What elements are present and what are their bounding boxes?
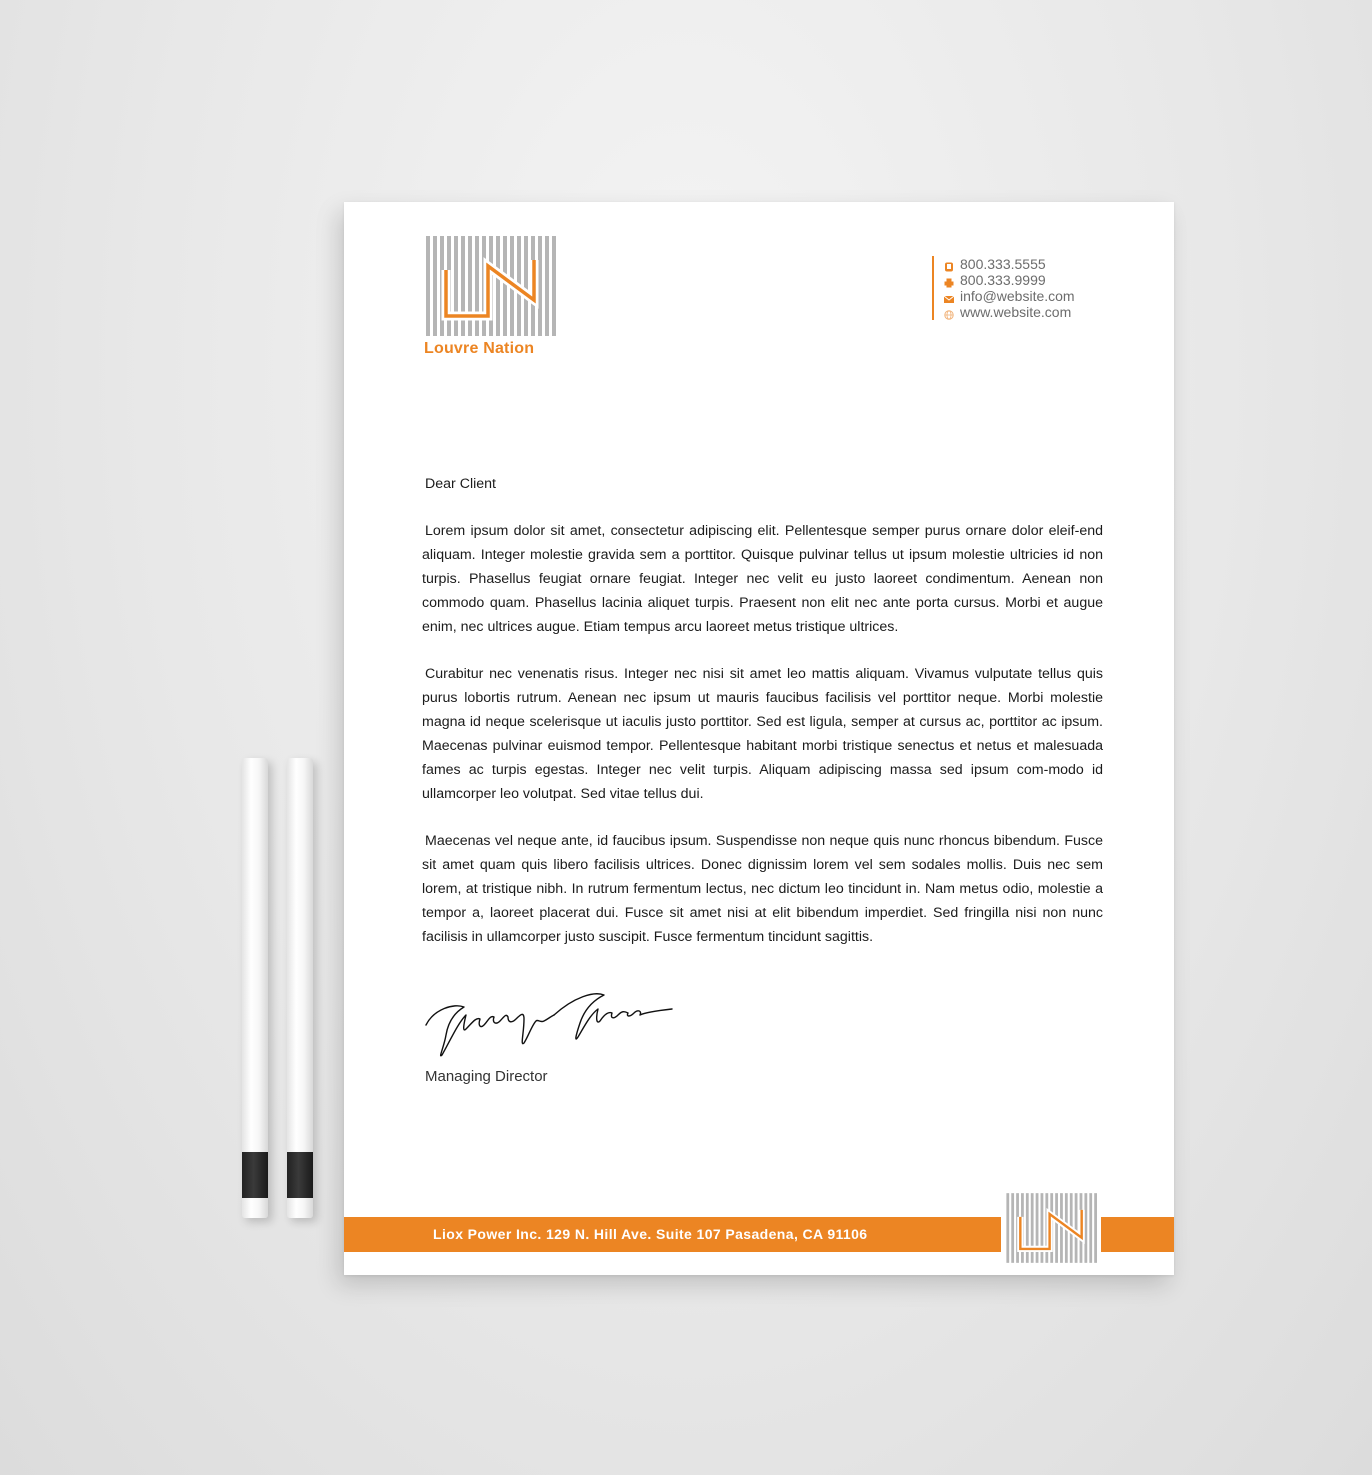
- letterhead-sheet: [344, 202, 1174, 1275]
- letter-paragraph: Curabitur nec venenatis risus. Integer nec nisi sit amet leo mattis aliquam. Vivamus vulputate tellus quis purus lobortis rutrum. Aenean nec ipsum ut mauris faucibus facilisis vel porttitor neque. Morbi molestie magna id neque scelerisque ut iaculis justo porttitor. Sed est ligula, semper at cursus ac, porttitor ac ipsum. Maecenas pulvinar euismod tempor. Pellentesque habitant morbi tristique senectus et netus et malesuada fames ac turpis egestas. Integer nec velit turpis. Aliquam adipiscing massa sed ipsum com-modo id ullamcorper leo volutpat. Sed vitae tellus dui.: [422, 666, 1103, 802]
- pen-band: [287, 1152, 313, 1198]
- contact-text: www.website.com: [960, 304, 1072, 320]
- brand-name: Louvre Nation: [424, 340, 535, 357]
- contact-text: info@website.com: [960, 288, 1075, 304]
- contact-email: [944, 288, 1075, 304]
- signature: [424, 989, 674, 1066]
- footer-address: Liox Power Inc. 129 N. Hill Ave. Suite 107 Pasadena, CA 91106: [433, 1226, 868, 1242]
- footer-logo: [1001, 1192, 1101, 1264]
- letter-paragraph: Lorem ipsum dolor sit amet, consectetur adipiscing elit. Pellentesque semper purus ornare dolor eleif-end aliquam. Integer molestie gravida sem a porttitor. Quisque pulvinar tellus ut ipsum molestie ultricies id non turpis. Phasellus feugiat ornare feugiat. Integer nec velit eu justo laoreet condimentum. Aenean non commodo quam. Phasellus lacinia aliquet turpis. Praesent non elit nec ante porta cursus. Morbi et augue enim, nec ultrices augue. Etiam tempus arcu laoreet metus tristique ultrices.: [422, 523, 1103, 635]
- contact-text: 800.333.5555: [960, 256, 1046, 272]
- pen: [242, 758, 268, 1218]
- letter-greeting: Dear Client: [425, 476, 496, 492]
- company-logo: [424, 236, 560, 358]
- contact-website: [944, 304, 1075, 320]
- louvre-logo-mark: [424, 236, 556, 336]
- fax-icon: [944, 275, 954, 285]
- contact-phone: [944, 256, 1075, 272]
- mail-icon: [944, 291, 954, 301]
- globe-icon: [944, 307, 954, 317]
- phone-icon: [944, 259, 954, 269]
- signatory-role: Managing Director: [425, 1068, 548, 1085]
- louvre-logo-mark: [1005, 1193, 1097, 1263]
- pen-band: [242, 1152, 268, 1198]
- pen: [287, 758, 313, 1218]
- letter-paragraph: Maecenas vel neque ante, id faucibus ipsum. Suspendisse non neque quis nunc rhoncus bibendum. Fusce sit amet quam quis libero facilisis ultrices. Donec dignissim lorem vel sem sodales mollis. Duis nec sem lorem, at tristique nibh. In rutrum fermentum lectus, nec dictum leo tincidunt in. Nam metus odio, molestie a tempor a, laoreet placerat dui. Fusce sit amet nisi at elit bibendum imperdiet. Sed fringilla nisi non nunc facilisis in ullamcorper justo suscipit. Fusce fermentum tincidunt sagittis.: [422, 833, 1103, 945]
- letter-body: [422, 472, 1103, 972]
- contact-block: [932, 256, 1075, 320]
- contact-text: 800.333.9999: [960, 272, 1046, 288]
- contact-fax: [944, 272, 1075, 288]
